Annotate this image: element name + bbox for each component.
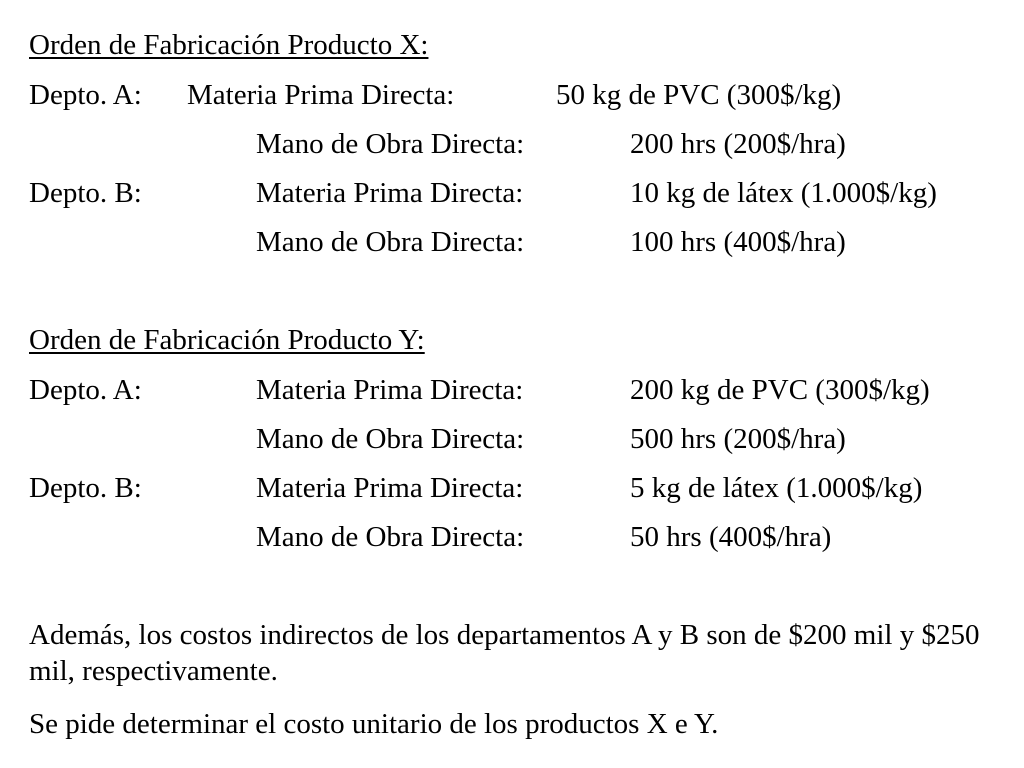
order-y-row-2-value: 500 hrs (200$/hra): [630, 423, 846, 455]
order-y-heading: Orden de Fabricación Producto Y:: [29, 324, 425, 356]
order-x-row-1-dept: Depto. A:: [29, 79, 142, 111]
order-x-row-1-value: 50 kg de PVC (300$/kg): [556, 79, 842, 111]
order-x-row-2-item: Mano de Obra Directa:: [256, 128, 525, 160]
order-y-row-3-dept: Depto. B:: [29, 472, 142, 504]
order-x-row-3-dept: Depto. B:: [29, 177, 142, 209]
order-y-row-1-dept: Depto. A:: [29, 374, 142, 406]
order-y-row-4-value: 50 hrs (400$/hra): [630, 521, 832, 553]
order-x-row-4-value: 100 hrs (400$/hra): [630, 226, 846, 258]
order-x-row-4-item: Mano de Obra Directa:: [256, 226, 525, 258]
order-x-row-3-value: 10 kg de látex (1.000$/kg): [630, 177, 937, 209]
order-y-row-3-value: 5 kg de látex (1.000$/kg): [630, 472, 923, 504]
order-x-row-3-item: Materia Prima Directa:: [256, 177, 524, 209]
order-y-row-4-item: Mano de Obra Directa:: [256, 521, 525, 553]
order-y-row-1-value: 200 kg de PVC (300$/kg): [630, 374, 930, 406]
order-y-row-1-item: Materia Prima Directa:: [256, 374, 524, 406]
order-x-row-1-item: Materia Prima Directa:: [187, 79, 455, 111]
order-x-row-2-value: 200 hrs (200$/hra): [630, 128, 846, 160]
order-y-row-3-item: Materia Prima Directa:: [256, 472, 524, 504]
order-y-row-2-item: Mano de Obra Directa:: [256, 423, 525, 455]
indirect-costs-paragraph: Además, los costos indirectos de los departamentos A y B son de $200 mil y $250 mil, respectivamente.: [29, 619, 980, 687]
question-paragraph: Se pide determinar el costo unitario de los productos X e Y.: [29, 708, 719, 740]
order-x-heading: Orden de Fabricación Producto X:: [29, 29, 429, 61]
